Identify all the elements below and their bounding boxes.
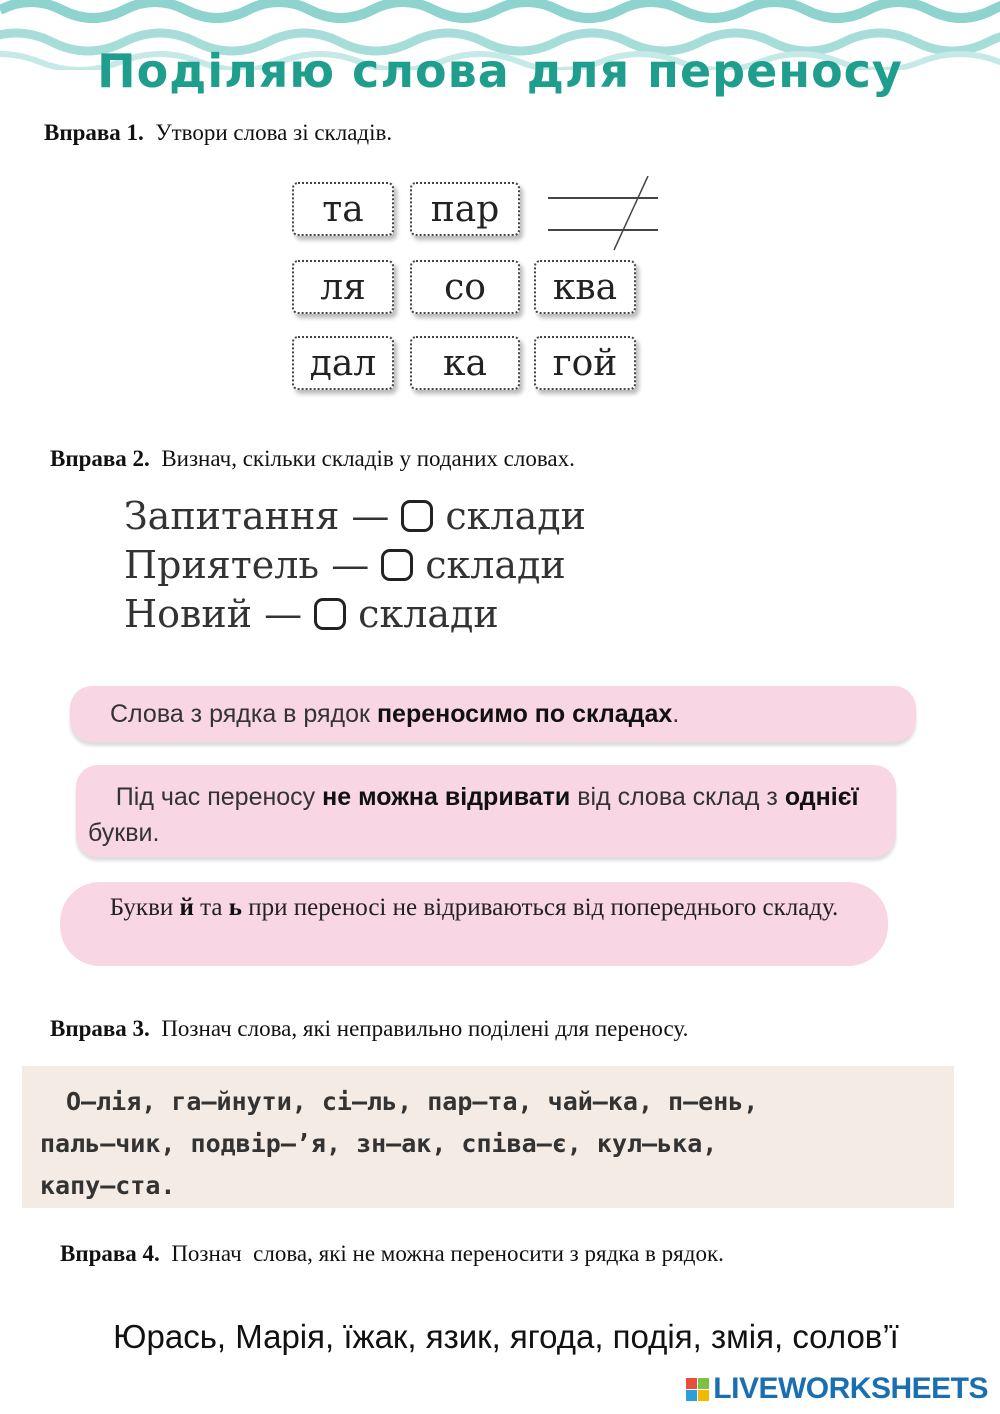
syllable-count-row [124, 543, 566, 587]
syllable-tile[interactable]: ка [410, 336, 520, 390]
exercise-2-heading [50, 446, 575, 472]
rule-text: при переносі не відриваються від попереднього складу. [241, 894, 839, 921]
rule-bold-text: однієї [784, 783, 859, 811]
syllable-count-row [124, 494, 586, 538]
rule-bold-text: переносимо по складах [376, 700, 673, 728]
exercise-1-heading [44, 120, 392, 146]
exercise-1-label: Вправа 1. [44, 120, 144, 145]
word: Приятель [124, 543, 320, 587]
exercise-3-heading [50, 1016, 688, 1042]
dash: — [351, 494, 390, 538]
syllable-tile[interactable]: ква [534, 260, 636, 314]
crossed-blank-lines [542, 176, 662, 252]
word-line[interactable]: паль–чик, подвір–’я, зн–ак, співа–є, кул–ька, [40, 1129, 718, 1158]
answer-box[interactable] [401, 500, 433, 532]
syllable-tile[interactable]: ля [292, 260, 394, 314]
exercise-3-label: Вправа 3. [50, 1016, 150, 1041]
rule-text: та [193, 894, 229, 921]
page-title: Поділяю слова для переносу [97, 44, 903, 98]
word: Запитання [124, 494, 340, 538]
dash: — [331, 543, 370, 587]
syllable-tile[interactable]: та [292, 182, 394, 236]
exercise-1-text: Утвори слова зі складів. [155, 120, 393, 145]
rule-text: букви. [88, 819, 160, 847]
exercise-2-label: Вправа 2. [50, 446, 150, 471]
suffix: склади [358, 592, 499, 636]
suffix: склади [445, 494, 586, 538]
rule-box-syllables [70, 686, 916, 742]
rule-box-single-letter [76, 765, 896, 857]
brand-name: LIVEWORKSHEETS [713, 1372, 988, 1405]
answer-box[interactable] [381, 549, 413, 581]
syllable-tile[interactable]: гой [534, 336, 636, 390]
suffix: склади [425, 543, 566, 587]
word-line[interactable]: О–лія, га–йнути, сі–ль, пар–та, чай–ка, п–ень, [66, 1087, 759, 1116]
rule-bold-letter: ь [228, 894, 242, 921]
rule-text: Слова з рядка в рядок [110, 700, 377, 728]
rule-bold-letter: й [179, 894, 194, 921]
hyphenated-words-panel [22, 1066, 954, 1208]
word-line[interactable]: капу–ста. [40, 1171, 176, 1200]
rule-text: Букви [109, 894, 180, 921]
exercise-4-text: Познач слова, які не можна переносити з рядка в рядок. [171, 1241, 724, 1266]
liveworksheets-logo-icon [686, 1378, 709, 1401]
exercise-2-text: Визнач, скільки складів у поданих словах. [161, 446, 575, 471]
exercise-3-text: Познач слова, які неправильно поділені для переносу. [161, 1016, 689, 1041]
rule-box-soft-sign [60, 882, 888, 966]
syllable-tile[interactable]: со [410, 260, 520, 314]
syllable-tile[interactable]: дал [292, 336, 394, 390]
rule-text: . [672, 700, 680, 728]
syllable-tile[interactable]: пар [410, 182, 520, 236]
exercise-4-label: Вправа 4. [60, 1241, 160, 1266]
answer-box[interactable] [314, 598, 346, 630]
dash: — [264, 592, 303, 636]
exercise-4-heading [60, 1241, 724, 1267]
rule-text: від слова склад з [570, 783, 785, 811]
liveworksheets-brand [686, 1372, 988, 1406]
word: Новий [124, 592, 253, 636]
syllable-count-row [124, 592, 499, 636]
rule-bold-text: не можна відривати [322, 783, 571, 811]
exercise-4-words[interactable]: Юрась, Марія, їжак, язик, ягода, подія, змія, солов’ї [113, 1318, 899, 1355]
rule-text: Під час переносу [115, 783, 323, 811]
